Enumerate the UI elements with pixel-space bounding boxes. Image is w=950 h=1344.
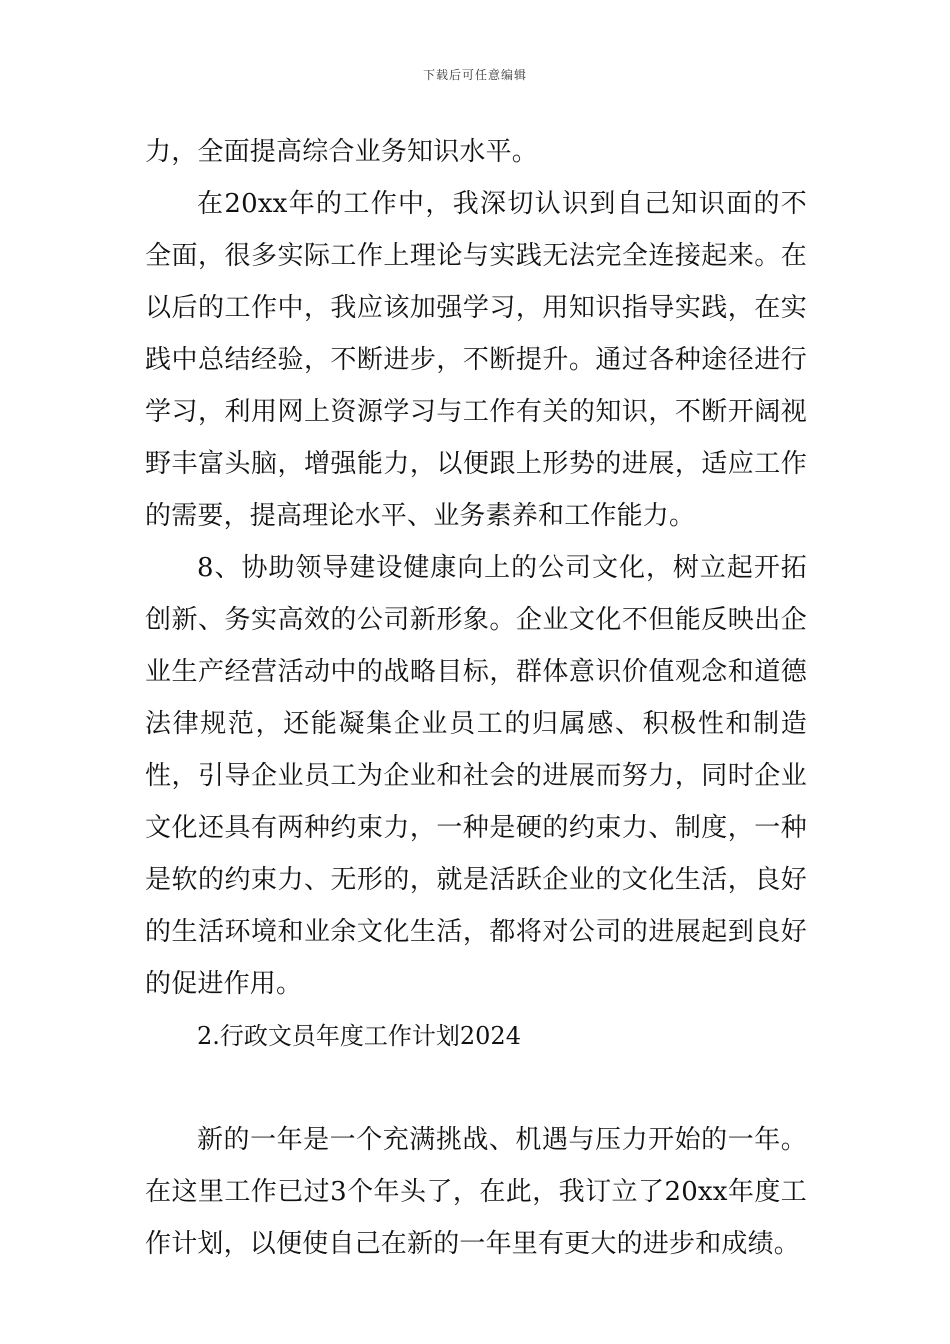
- paragraph-continuation: 力，全面提高综合业务知识水平。: [145, 137, 539, 167]
- paragraph-new-year: 新的一年是一个充满挑战、机遇与压力开始的一年。在这里工作已过3个年头了，在此，我订立了20xx年度工作计划，以便使自己在新的一年里有更大的进步和成绩。: [145, 1125, 807, 1259]
- header-note: 下载后可任意编辑: [422, 68, 527, 82]
- blank-line: [145, 1062, 807, 1114]
- paragraph-learning: 在20xx年的工作中，我深切认识到自己知识面的不全面，很多实际工作上理论与实践无法完全连接起来。在以后的工作中，我应该加强学习，用知识指导实践，在实践中总结经验，不断进步，不断提升。通过各种途径进行学习，利用网上资源学习与工作有关的知识，不断开阔视野丰富头脑，增强能力，以便跟上形势的进展，适应工作的需要，提高理论水平、业务素养和工作能力。: [145, 189, 807, 531]
- section-heading: 2.行政文员年度工作计划2024: [197, 1022, 521, 1050]
- document-body: [145, 126, 807, 1270]
- paragraph-company-culture: 8、协助领导建设健康向上的公司文化，树立起开拓创新、务实高效的公司新形象。企业文化不但能反映出企业生产经营活动中的战略目标，群体意识价值观念和道德法律规范，还能凝集企业员工的归属感、积极性和制造性，引导企业员工为企业和社会的进展而努力，同时企业文化还具有两种约束力，一种是硬的约束力、制度，一种是软的约束力、无形的，就是活跃企业的文化生活，良好的生活环境和业余文化生活，都将对公司的进展起到良好的促进作用。: [145, 553, 807, 999]
